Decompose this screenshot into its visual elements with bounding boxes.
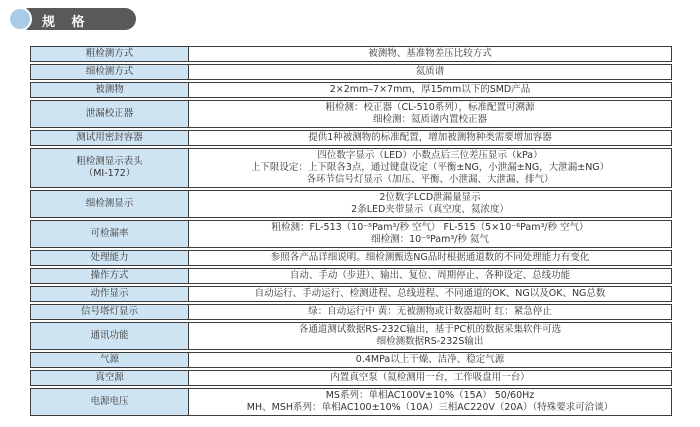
spec-value-line: 2×2mm–7×7mm，厚15mm以下的SMD产品	[329, 84, 531, 95]
spec-label-line: 可检漏率	[90, 228, 129, 239]
spec-value	[189, 221, 671, 247]
spec-row	[30, 250, 672, 266]
spec-value-line: 内置真空泵（氦检测用一台，工作吸盘用一台）	[330, 372, 530, 383]
spec-value	[189, 389, 671, 415]
spec-value	[189, 287, 671, 301]
spec-label	[31, 269, 189, 283]
spec-label-line: 电源电压	[90, 396, 129, 407]
spec-value-line: 被测物、基准物差压比较方式	[368, 48, 492, 59]
spec-value	[189, 149, 671, 187]
spec-value	[189, 191, 671, 217]
spec-value	[189, 47, 671, 61]
spec-value-line: 细检测：10⁻⁹Pam³/秒 氦气	[371, 234, 489, 245]
spec-value-line: 2位数字LCD泄漏量显示	[379, 192, 481, 203]
spec-value-line: 氦质谱	[415, 66, 445, 77]
header-circle-icon	[8, 7, 32, 31]
spec-label	[31, 131, 189, 145]
spec-value-line: 自动、手动（步进）、输出、复位、周期停止、各种设定、总线功能	[289, 270, 571, 281]
spec-label	[31, 221, 189, 247]
spec-label-line: 测试用密封容器	[76, 132, 143, 143]
spec-row	[30, 322, 672, 350]
spec-value	[189, 65, 671, 79]
spec-label	[31, 287, 189, 301]
spec-label	[31, 323, 189, 349]
spec-label	[31, 101, 189, 127]
spec-value-line: 细检测数据RS-232S输出	[376, 336, 484, 347]
spec-value-line: 上下限设定：上下限各3点，通过键盘设定（平衡±NG，小泄漏±NG，大泄漏±NG）	[250, 162, 610, 173]
spec-row	[30, 130, 672, 146]
spec-label-line: 细检测方式	[85, 66, 134, 77]
spec-label-line: （MI-172）	[83, 168, 136, 179]
spec-label-line: 泄漏校正器	[85, 108, 134, 119]
spec-label	[31, 65, 189, 79]
spec-label	[31, 47, 189, 61]
spec-label-line: 信号塔灯显示	[80, 306, 138, 317]
spec-row	[30, 82, 672, 98]
spec-value-line: 四位数字显示（LED）小数点后三位差压显示（kPa）	[317, 150, 543, 161]
spec-table	[30, 46, 672, 416]
spec-value-line: 各环节信号灯显示（加压、平衡、小泄漏、大泄漏、排气）	[306, 174, 554, 185]
spec-value	[189, 131, 671, 145]
spec-value-line: MH、MSH系列：单相AC100±10%（10A）三相AC220V（20A）（特殊要求可洽谈）	[246, 402, 614, 413]
spec-value	[189, 353, 671, 367]
spec-value-line: 提供1种被测物的标准配置，增加被测物种类需要增加容器	[308, 132, 552, 143]
spec-label	[31, 353, 189, 367]
spec-row	[30, 64, 672, 80]
spec-label	[31, 149, 189, 187]
spec-value-line: 粗检测：校正器（CL-510系列），标准配置可溯源	[325, 102, 535, 113]
spec-value-line: 绿：自动运行中 黄：无被测物或计数器超时 红：紧急停止	[308, 306, 552, 317]
spec-label-line: 被测物	[95, 84, 124, 95]
spec-label	[31, 191, 189, 217]
spec-value	[189, 371, 671, 385]
spec-row	[30, 268, 672, 284]
spec-value	[189, 269, 671, 283]
spec-row	[30, 388, 672, 416]
spec-row	[30, 100, 672, 128]
spec-row	[30, 148, 672, 188]
spec-row	[30, 304, 672, 320]
spec-value-line: 粗检测：FL-513（10⁻⁵Pam³/秒 空气） FL-515（5×10⁻⁶Pam³/秒 空气）	[271, 222, 589, 233]
spec-value	[189, 251, 671, 265]
spec-value	[189, 101, 671, 127]
spec-label-line: 通讯功能	[90, 330, 129, 341]
spec-label	[31, 83, 189, 97]
spec-label-line: 真空源	[95, 372, 124, 383]
spec-value	[189, 83, 671, 97]
spec-label-line: 动作显示	[90, 288, 129, 299]
spec-label-line: 气源	[99, 354, 119, 365]
spec-row	[30, 220, 672, 248]
spec-label-line: 粗检测方式	[85, 48, 134, 59]
spec-value-line: 参照各产品详细说明。细检测甄选NG品时根据通道数的不同处理能力有变化	[270, 252, 590, 263]
spec-label-line: 粗检测显示表头	[76, 156, 143, 167]
spec-label-line: 细检测显示	[85, 198, 134, 209]
spec-label	[31, 251, 189, 265]
spec-label-line: 操作方式	[90, 270, 129, 281]
page-title: 规 格	[42, 15, 91, 30]
spec-value-line: MS系列：单相AC100V±10%（15A） 50/60Hz	[325, 390, 535, 401]
spec-value-line: 0.4MPa以上干燥、洁净、稳定气源	[355, 354, 505, 365]
spec-row	[30, 46, 672, 62]
spec-row	[30, 190, 672, 218]
spec-label	[31, 389, 189, 415]
spec-label-line: 处理能力	[90, 252, 129, 263]
spec-row	[30, 370, 672, 386]
spec-value-line: 各通道测试数据RS-232C输出，基于PC机的数据采集软件可选	[298, 324, 562, 335]
spec-value-line: 细检测：氦质谱内置校正器	[372, 114, 487, 125]
spec-value-line: 2条LED夹带显示（真空度、氦浓度）	[351, 204, 509, 215]
spec-value-line: 自动运行、手动运行、检测进程、总线进程、不同通道的OK、NG以及OK、NG总数	[254, 288, 606, 299]
spec-value	[189, 323, 671, 349]
spec-label	[31, 371, 189, 385]
spec-label	[31, 305, 189, 319]
spec-row	[30, 352, 672, 368]
spec-value	[189, 305, 671, 319]
spec-row	[30, 286, 672, 302]
